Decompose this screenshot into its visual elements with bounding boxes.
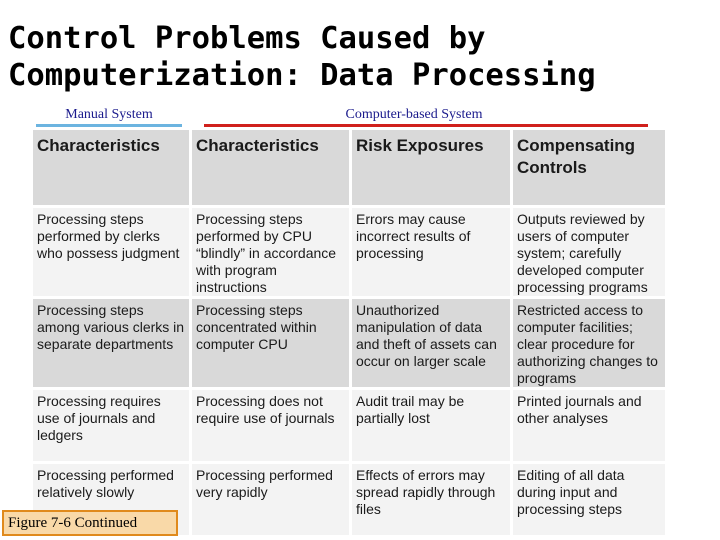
table-cell: Processing steps concentrated within computer CPU — [192, 299, 349, 387]
title-line-2: Computerization: Data Processing — [8, 58, 596, 93]
table-row — [33, 390, 665, 461]
header-computer-characteristics: Characteristics — [192, 130, 349, 205]
header-manual-characteristics: Characteristics — [33, 130, 189, 205]
table-cell: Processing does not require use of journals — [192, 390, 349, 461]
control-problems-table — [30, 127, 668, 538]
table-row — [33, 208, 665, 296]
figure-caption: Figure 7-6 Continued — [2, 510, 178, 536]
header-risk-exposures: Risk Exposures — [352, 130, 510, 205]
table-cell: Restricted access to computer facilities; clear procedure for authorizing changes to programs — [513, 299, 665, 387]
table-cell: Effects of errors may spread rapidly through files — [352, 464, 510, 535]
table-cell: Outputs reviewed by users of computer system; carefully developed computer processing programs — [513, 208, 665, 296]
table-cell: Editing of all data during input and processing steps — [513, 464, 665, 535]
table-cell: Processing performed relatively slowly — [33, 464, 189, 535]
table-cell: Processing steps performed by CPU “blindly” in accordance with program instructions — [192, 208, 349, 296]
computer-system-label: Computer-based System — [345, 107, 483, 122]
table-cell: Processing steps performed by clerks who possess judgment — [33, 208, 189, 296]
table-cell: Processing steps among various clerks in separate departments — [33, 299, 189, 387]
table-cell: Audit trail may be partially lost — [352, 390, 510, 461]
table-cell: Unauthorized manipulation of data and theft of assets can occur on larger scale — [352, 299, 510, 387]
table-row — [33, 299, 665, 387]
title-line-1: Control Problems Caused by — [8, 21, 486, 56]
table-cell: Printed journals and other analyses — [513, 390, 665, 461]
table-cell: Errors may cause incorrect results of processing — [352, 208, 510, 296]
header-compensating-controls: Compensating Controls — [513, 130, 665, 205]
table-cell: Processing performed very rapidly — [192, 464, 349, 535]
table-header-row — [33, 130, 665, 205]
manual-system-label: Manual System — [65, 107, 153, 122]
table-cell: Processing requires use of journals and ledgers — [33, 390, 189, 461]
slide-title — [8, 20, 720, 94]
